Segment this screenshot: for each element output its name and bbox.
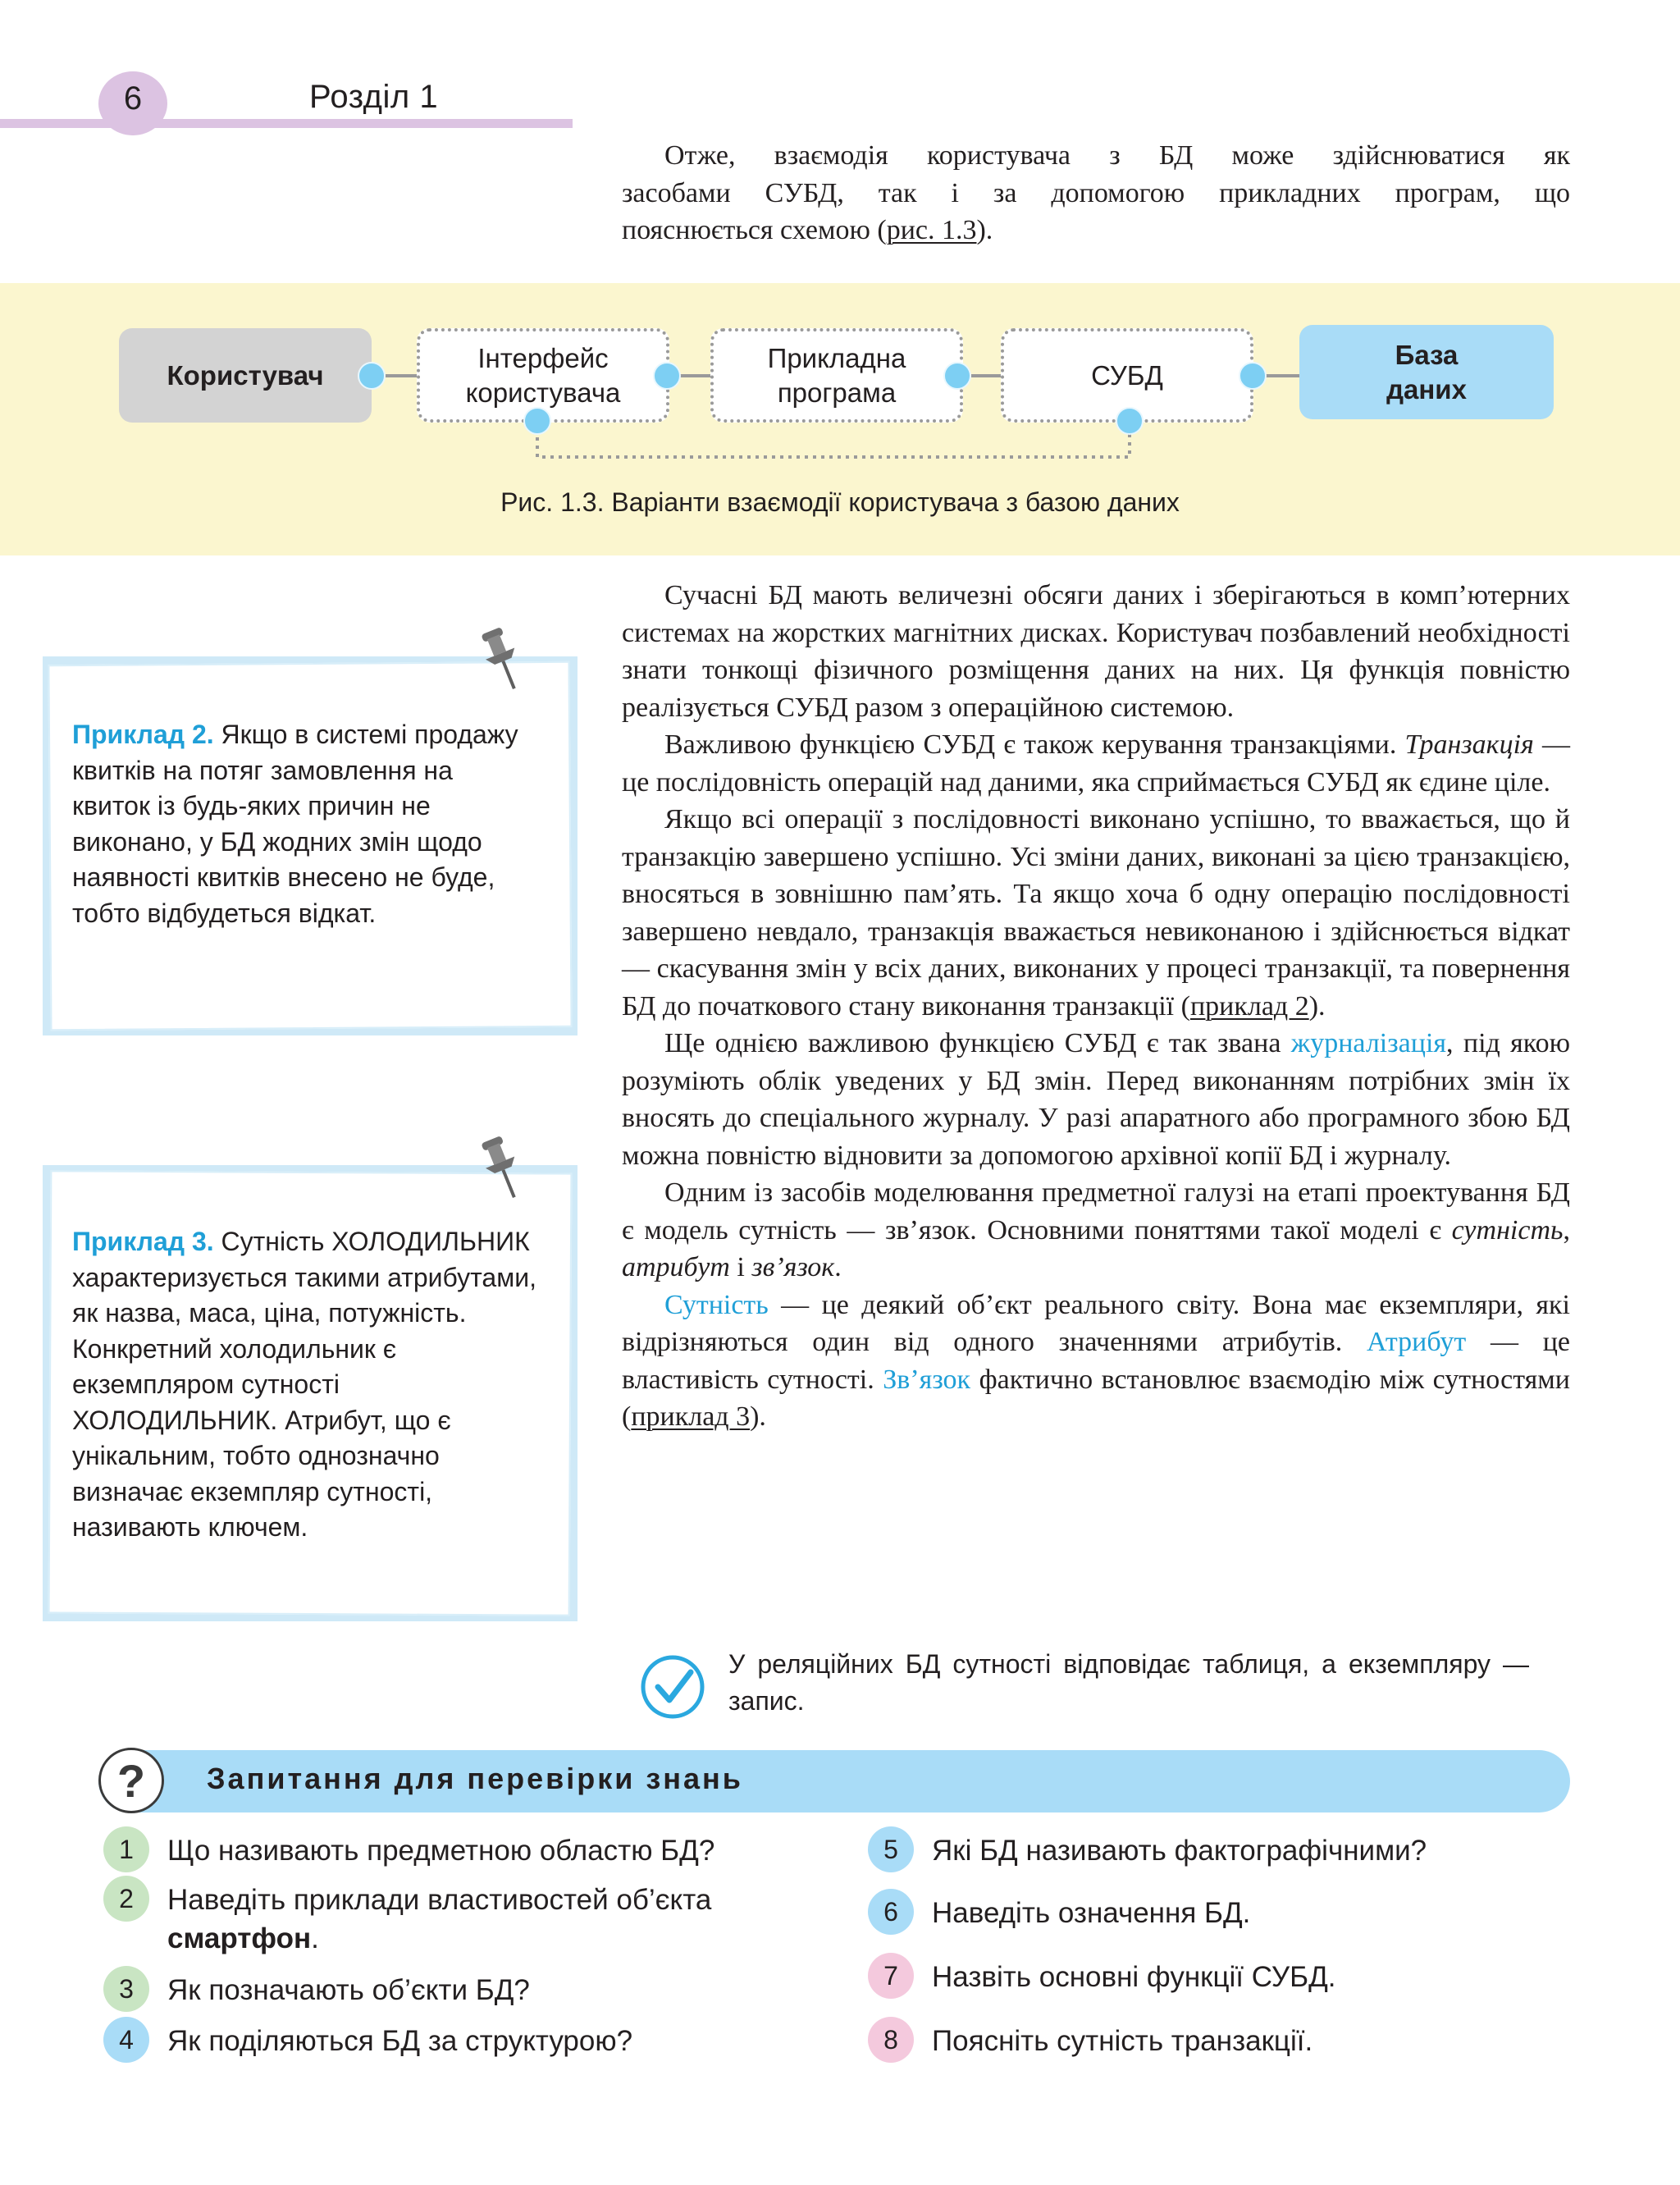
question-text: Які БД називають фактографічними? xyxy=(932,1835,1427,1867)
paragraph-rollback xyxy=(622,801,1570,1025)
connector-node xyxy=(523,407,551,435)
question-text: Поясніть сутність транзакції. xyxy=(932,2025,1313,2057)
page-number: 6 xyxy=(123,80,143,117)
header-rule xyxy=(0,119,573,128)
question-number: 7 xyxy=(868,1953,914,1999)
example-2-body: Якщо в системі продажу квитків на потяг замовлення на квиток із будь-яких причин не виконано, у БД жодних змін щодо наявності квитків внесено не буде, тобто відбудеться відкат. xyxy=(72,720,518,928)
paragraph-storage xyxy=(622,577,1570,726)
term-attribute: Атрибут xyxy=(1367,1327,1467,1357)
db-label-2: даних xyxy=(1386,373,1467,405)
intro-line: пояснюється схемою ( xyxy=(622,215,887,245)
example-2-text xyxy=(72,717,532,931)
tip-text: У реляційних БД сутності відповідає таблиця, а екземпляру — запис. xyxy=(728,1649,1529,1716)
paragraph-text: Сучасні БД мають величезні обсяги даних і зберігаються в комп’ютерних системах на жорстких магнітних дисках. Користувач позбавлений необхідності знати тонкощі фізичного розміщення даних на них. Ця функція повністю реалізується СУБД разом з операційною системою. xyxy=(622,580,1570,723)
term-relation-italic: зв’язок xyxy=(751,1252,835,1282)
term-transaction: Транзакція xyxy=(1404,729,1534,760)
term-entity: Сутність xyxy=(664,1289,769,1320)
question-text: Назвіть основні функції СУБД. xyxy=(932,1961,1336,1993)
example-2-label: Приклад 2. xyxy=(72,720,214,749)
connector-node xyxy=(358,362,386,390)
question-text-end: . xyxy=(311,1922,319,1954)
term-attribute-italic: атрибут xyxy=(622,1252,730,1282)
user-box xyxy=(119,328,372,423)
paragraph-definitions xyxy=(622,1287,1570,1436)
paragraph-text: фактично встановлює взаємодію між сутностями ( xyxy=(622,1364,1571,1432)
question-number: 8 xyxy=(868,2017,914,2063)
paragraph-transactions xyxy=(622,726,1570,801)
paragraph-text: — це послідовність операцій над даними, яка сприймається СУБД як єдине ціле. xyxy=(622,729,1570,798)
question-number: 5 xyxy=(868,1826,914,1872)
paragraph-text: Якщо всі операції з послідовності виконано успішно, то вважається, що й транзакцію завершено успішно. Усі зміни даних, виконані за цією транзакцією, вносяться в зовнішню пам’ять. Та якщо хоча б одну операцію послідовності завершено невдало, транзакція вважається невиконаною і здійснюється відкат — скасування змін у всіх даних, виконаних у процесі транзакції, та повернення БД до початкового стану виконання транзакції ( xyxy=(622,804,1570,1022)
question-text: Наведіть означення БД. xyxy=(932,1897,1251,1929)
paragraph-text: . xyxy=(834,1252,842,1282)
interface-label-1: Інтерфейс xyxy=(477,342,609,373)
question-text-bold: смартфон xyxy=(167,1922,312,1954)
figure-caption: Рис. 1.3. Варіанти взаємодії користувача з базою даних xyxy=(500,487,1180,517)
db-label-1: База xyxy=(1395,339,1459,370)
example-3-body: Сутність ХОЛОДИЛЬНИК характеризується такими атрибутами, як назва, маса, ціна, потужність. Конкретний холодильник є екземпляром сутності ХОЛОДИЛЬНИК. Атрибут, що є унікальним, тобто однозначно визначає екземпляр сутності, називають ключем. xyxy=(72,1227,536,1542)
pushpin-icon xyxy=(474,624,532,697)
paragraph-text: і xyxy=(729,1252,752,1282)
paragraph-text: Ще однією важливою функцією СУБД є так звана xyxy=(664,1028,1291,1058)
question-mark-icon: ? xyxy=(98,1748,164,1813)
database-box xyxy=(1299,325,1554,419)
intro-line: засобами СУБД, так і за допомогою прикладних програм, що xyxy=(622,177,1570,208)
example-3-label: Приклад 3. xyxy=(72,1227,214,1256)
question-text: Що називають предметною областю БД? xyxy=(167,1835,715,1867)
term-relation: Зв’язок xyxy=(883,1364,971,1395)
connector-node xyxy=(653,362,681,390)
example-3-text xyxy=(72,1224,548,1546)
user-label: Користувач xyxy=(167,359,324,391)
paragraph-er-model xyxy=(622,1174,1570,1287)
question-number: 2 xyxy=(103,1876,149,1922)
question-number: 3 xyxy=(103,1966,149,2012)
term-entity-italic: сутність xyxy=(1451,1214,1564,1246)
paragraph-text: ). xyxy=(1308,990,1326,1022)
intro-line: Отже, взаємодія користувача з БД може здійснюватися як xyxy=(664,140,1570,171)
body-text xyxy=(622,577,1570,1436)
paragraph-text: , під якою розуміють облік уведених у БД змін. Перед виконанням потрібних змін їх вносять до спеціального журналу. У разі апаратного або програмного збою БД можна повністю відновити за допомогою архівної копії БД і журналу. xyxy=(622,1028,1570,1171)
paragraph-text: Важливою функцією СУБД є також керування транзакціями. xyxy=(664,729,1405,760)
paragraph-text: , xyxy=(1563,1214,1570,1246)
connector-node xyxy=(943,362,971,390)
question-number: 1 xyxy=(103,1826,149,1872)
paragraph-journaling xyxy=(622,1025,1570,1174)
bypass-connector xyxy=(537,421,1130,457)
app-label-2: програма xyxy=(777,377,897,408)
interface-label-2: користувача xyxy=(465,377,621,408)
paragraph-text: — це деякий об’єкт реального світу. Вона має екземпляри, які відрізняються один від одного значеннями атрибутів. xyxy=(622,1289,1570,1357)
check-circle-icon xyxy=(640,1654,705,1720)
intro-line: ). xyxy=(976,215,993,245)
section-title: Розділ 1 xyxy=(309,79,439,115)
intro-paragraph xyxy=(622,137,1570,249)
question-text xyxy=(167,1881,791,1958)
paragraph-text: ). xyxy=(750,1401,766,1432)
figure-reference-link[interactable]: рис. 1.3 xyxy=(886,215,977,245)
connector-node xyxy=(1239,362,1267,390)
connector-node xyxy=(1116,407,1144,435)
paragraph-text: — це властивість сутності. xyxy=(622,1327,1570,1395)
paragraph-text: Одним із засобів моделювання предметної галузі на етапі проектування БД є модель сутність — зв’язок. Основними поняттями такої моделі є xyxy=(622,1177,1570,1246)
example-2-link[interactable]: приклад 2 xyxy=(1189,990,1309,1022)
question-text-main: Наведіть приклади властивостей об’єкта xyxy=(167,1884,712,1916)
question-text: Як позначають об’єкти БД? xyxy=(167,1974,530,2006)
example-3-link[interactable]: приклад 3 xyxy=(631,1401,751,1432)
pushpin-icon xyxy=(474,1132,532,1206)
app-label-1: Прикладна xyxy=(767,342,906,373)
term-journaling: журналізація xyxy=(1290,1028,1447,1058)
dbms-label: СУБД xyxy=(1091,359,1163,391)
application-box xyxy=(710,328,963,423)
question-number: 4 xyxy=(103,2017,149,2063)
question-text: Як поділяються БД за структурою? xyxy=(167,2025,633,2057)
question-number: 6 xyxy=(868,1889,914,1935)
questions-title: Запитання для перевірки знань xyxy=(207,1762,743,1795)
